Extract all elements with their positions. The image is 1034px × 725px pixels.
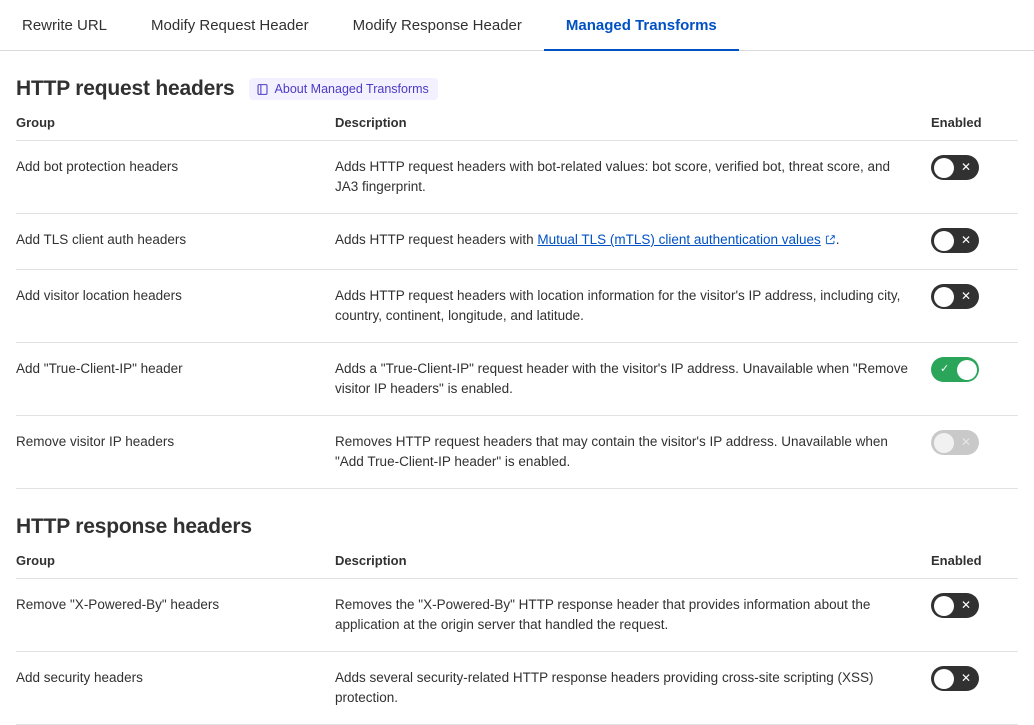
toggle-knob <box>934 287 954 307</box>
row-description-text: Adds HTTP request headers with location information for the visitor's IP address, including city, country, continent, longitude, and latitude. <box>335 288 901 323</box>
row-description <box>321 270 931 343</box>
row-description <box>321 214 931 270</box>
row-description <box>321 343 931 416</box>
toggle-mark: ✕ <box>960 598 971 612</box>
row-enabled-cell <box>931 141 1018 214</box>
row-description-text: Removes HTTP request headers that may contain the visitor's IP address. Unavailable when "Add True-Client-IP header" is enabled. <box>335 434 888 469</box>
toggle-knob <box>934 669 954 689</box>
row-description-tail: . <box>835 232 840 247</box>
table-header-row <box>16 553 1018 579</box>
row-description-text: Removes the "X-Powered-By" HTTP response header that provides information about the application at the origin server that handled the request. <box>335 597 871 632</box>
external-link-icon <box>825 231 836 251</box>
toggle-add-security-headers[interactable] <box>931 666 979 691</box>
table-row <box>16 141 1018 214</box>
row-enabled-cell <box>931 343 1018 416</box>
toggle-knob <box>934 231 954 251</box>
toggle-add-true-client-ip-header[interactable] <box>931 357 979 382</box>
table-row <box>16 270 1018 343</box>
column-header-description: Description <box>321 553 931 579</box>
row-group-label: Add "True-Client-IP" header <box>16 343 321 416</box>
toggle-add-bot-protection-headers[interactable] <box>931 155 979 180</box>
row-description-text: Adds HTTP request headers with bot-related values: bot score, verified bot, threat score, and JA3 fingerprint. <box>335 159 891 194</box>
toggle-remove-x-powered-by-headers[interactable] <box>931 593 979 618</box>
column-header-group: Group <box>16 553 321 579</box>
table-row <box>16 652 1018 725</box>
section-http-response-headers <box>0 489 1034 725</box>
toggle-mark: ✕ <box>960 671 971 685</box>
row-group-label: Remove "X-Powered-By" headers <box>16 579 321 652</box>
tab-rewrite-url[interactable]: Rewrite URL <box>22 17 108 34</box>
mtls-doc-link[interactable]: Mutual TLS (mTLS) client authentication values <box>537 232 821 247</box>
tab-modify-request-header[interactable]: Modify Request Header <box>151 17 309 34</box>
row-enabled-cell <box>931 270 1018 343</box>
about-chip-label: About Managed Transforms <box>274 82 429 96</box>
column-header-enabled: Enabled <box>931 115 1018 141</box>
toggle-add-visitor-location-headers[interactable] <box>931 284 979 309</box>
table-row <box>16 579 1018 652</box>
toggle-add-tls-client-auth-headers[interactable] <box>931 228 979 253</box>
toggle-remove-visitor-ip-headers <box>931 430 979 455</box>
request-headers-table <box>16 115 1018 489</box>
column-header-group: Group <box>16 115 321 141</box>
row-description <box>321 416 931 489</box>
row-description <box>321 141 931 214</box>
toggle-knob <box>957 360 977 380</box>
row-description-text: Adds several security-related HTTP response headers providing cross-site scripting (XSS) protection. <box>335 670 874 705</box>
row-enabled-cell <box>931 214 1018 270</box>
row-enabled-cell <box>931 652 1018 725</box>
row-description <box>321 579 931 652</box>
row-group-label: Remove visitor IP headers <box>16 416 321 489</box>
row-enabled-cell <box>931 416 1018 489</box>
tab-managed-transforms[interactable]: Managed Transforms <box>544 17 739 51</box>
table-header-row <box>16 115 1018 141</box>
row-group-label: Add TLS client auth headers <box>16 214 321 270</box>
book-icon <box>256 83 269 96</box>
toggle-knob <box>934 596 954 616</box>
row-group-label: Add security headers <box>16 652 321 725</box>
row-description-text: Adds a "True-Client-IP" request header with the visitor's IP address. Unavailable when "Remove visitor IP headers" is enabled. <box>335 361 908 396</box>
toggle-knob <box>934 433 954 453</box>
section-header <box>16 51 1018 115</box>
table-row <box>16 214 1018 270</box>
column-header-description: Description <box>321 115 931 141</box>
toggle-mark: ✕ <box>960 160 971 174</box>
row-description <box>321 652 931 725</box>
section-title-response-headers: HTTP response headers <box>16 515 252 538</box>
row-enabled-cell <box>931 579 1018 652</box>
response-headers-table <box>16 553 1018 725</box>
about-managed-transforms-link[interactable] <box>249 78 438 100</box>
tab-bar <box>0 0 1034 51</box>
row-group-label: Add bot protection headers <box>16 141 321 214</box>
row-group-label: Add visitor location headers <box>16 270 321 343</box>
row-description-text: Adds HTTP request headers with <box>335 232 538 247</box>
section-header <box>16 489 1018 553</box>
toggle-mark: ✓ <box>940 363 950 375</box>
toggle-mark: ✕ <box>960 289 971 303</box>
toggle-knob <box>934 158 954 178</box>
table-row <box>16 416 1018 489</box>
toggle-mark: ✕ <box>960 233 971 247</box>
toggle-mark: ✕ <box>960 435 971 449</box>
column-header-enabled: Enabled <box>931 553 1018 579</box>
table-row <box>16 343 1018 416</box>
tab-modify-response-header[interactable]: Modify Response Header <box>352 17 522 34</box>
page-title: HTTP request headers <box>16 77 235 100</box>
section-http-request-headers <box>0 51 1034 489</box>
